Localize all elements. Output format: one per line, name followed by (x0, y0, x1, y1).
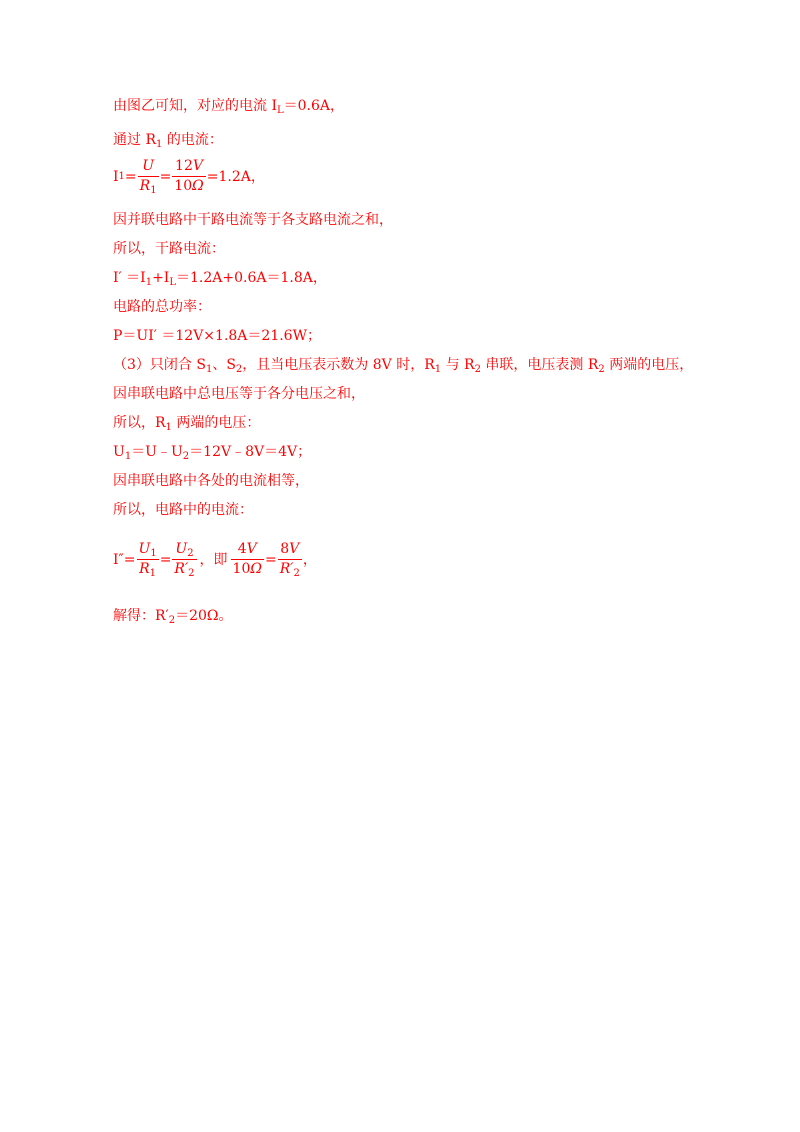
subscript: 1 (156, 139, 163, 150)
text: U (113, 444, 125, 460)
denominator: $R_1$ (139, 178, 157, 196)
subscript: 2 (182, 451, 190, 462)
text: ＝1.2A+0.6A＝1.8A， (175, 270, 327, 286)
subscript: 2 (598, 364, 605, 375)
equation-i-double-prime (113, 541, 317, 578)
text: ＝U﹣U (131, 444, 183, 460)
text: ， (302, 551, 317, 568)
text: 解得：R′ (113, 608, 169, 624)
text: 因串联电路中总电压等于各分电压之和， (113, 386, 365, 402)
fraction-u-over-r1 (138, 158, 159, 195)
subscript: 1 (124, 451, 132, 462)
text: 通过 R (113, 132, 156, 148)
text-line-part3 (113, 356, 693, 374)
text-line-power-value (113, 327, 321, 345)
text-line-circuit-current (113, 501, 253, 519)
numerator: U (142, 158, 154, 174)
denominator: $R_1$ (137, 559, 159, 578)
text: I′ ＝I (113, 270, 146, 286)
text: 两端的电压： (171, 415, 261, 431)
text: ＝12V﹣8V＝4V； (189, 444, 312, 460)
text: ＝20Ω。 (175, 608, 233, 624)
text: 电路的总功率： (113, 299, 211, 315)
text: I″ (113, 551, 124, 568)
fraction-12v-over-10ohm (172, 158, 205, 195)
text: P＝UI′ ＝12V×1.8A＝21.6W； (113, 328, 321, 344)
fraction-8v-over-r2-prime (278, 541, 302, 578)
text: ＝0.6A， (283, 98, 344, 114)
text: 两端的电压， (604, 357, 694, 373)
equals-sign: = (123, 551, 136, 568)
text-line-i-prime (113, 269, 327, 287)
denominator: 10Ω (174, 178, 204, 194)
equals-sign: = (159, 551, 172, 568)
text: I (113, 168, 119, 185)
text-line-parallel-rule (113, 211, 393, 229)
text-line-series-voltage-rule (113, 385, 365, 403)
text-line-u1-value (113, 443, 311, 461)
equation-i1: I 1 = $\frac{U}{R_1}$ = $\frac{12V}{10\Omega}$ =1.2A， (113, 158, 265, 196)
text-line-series-current-rule (113, 472, 309, 490)
text: 的电流： (162, 132, 223, 148)
text: 串联，电压表测 R (480, 357, 599, 373)
numerator: $U_2$ (175, 541, 194, 559)
subscript: 1 (434, 364, 442, 375)
text: 所以，电路中的电流： (113, 502, 253, 518)
subscript: 2 (235, 364, 243, 375)
denominator: $R'_2$ (174, 561, 195, 579)
equals-sign: = (264, 551, 277, 568)
result: =1.2A， (206, 168, 265, 185)
denominator: $R'_2$ (279, 561, 300, 579)
subscript: 1 (205, 364, 213, 375)
text-line-current-r1 (113, 131, 223, 149)
subscript: 2 (474, 364, 481, 375)
text: 所以，R (113, 415, 166, 431)
text: 与 R (441, 357, 475, 373)
text-line-trunk-current (113, 240, 225, 258)
text: +I (152, 270, 170, 286)
equals-sign: = (159, 168, 172, 185)
fraction-u1-over-r1 (137, 541, 159, 578)
text: 因串联电路中各处的电流相等， (113, 473, 309, 489)
text: ，即 (199, 551, 228, 568)
fraction-u2-over-r2-prime (172, 541, 196, 578)
numerator: 8V (280, 541, 300, 557)
text: 所以，干路电流： (113, 241, 225, 257)
subscript: 1 (165, 422, 172, 433)
fraction-4v-over-10ohm (231, 541, 264, 578)
text-line-r1-voltage (113, 414, 260, 432)
subscript: 1 (145, 277, 153, 288)
subscript: L (276, 105, 284, 116)
equals-sign: = (124, 168, 137, 185)
denominator: 10Ω (232, 561, 262, 577)
numerator: 4V (237, 541, 257, 557)
numerator: 12V (175, 158, 203, 174)
text: 因并联电路中干路电流等于各支路电流之和， (113, 212, 393, 228)
text: ，且当电压表示数为 8V 时，R (242, 357, 435, 373)
text-line-current-il (113, 97, 344, 115)
text-line-total-power (113, 298, 211, 316)
subscript: 2 (168, 615, 176, 626)
text: 由图乙可知，对应的电流 I (113, 98, 277, 114)
subscript: L (169, 277, 176, 288)
text: （3）只闭合 S (113, 357, 206, 373)
text-line-answer (113, 607, 233, 625)
numerator: $U_1$ (138, 541, 157, 559)
text: 、S (212, 357, 236, 373)
